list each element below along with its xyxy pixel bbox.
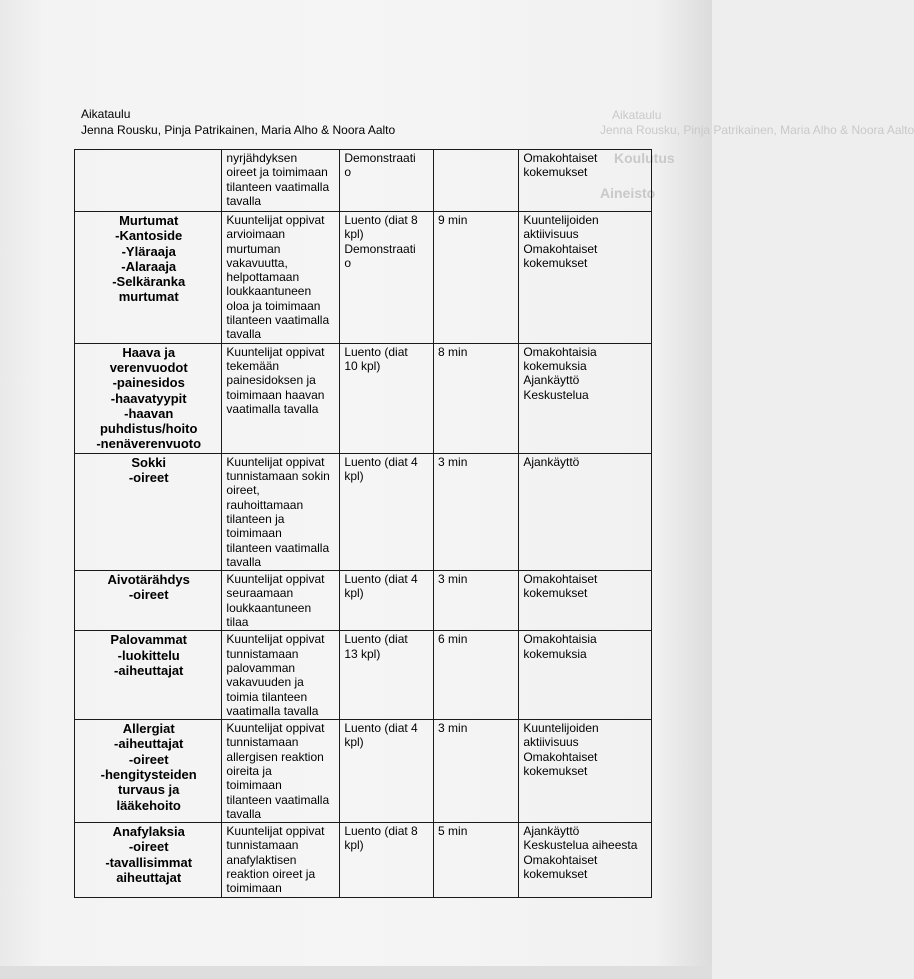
topic-cell-line: lääkehoito (116, 797, 181, 813)
goal-cell-line: Kuuntelijat oppivat (226, 213, 325, 227)
topic-cell (75, 631, 222, 720)
time-cell (434, 631, 519, 720)
topic-cell-line: aiheuttajat (116, 870, 182, 886)
method-cell-line: kpl) (344, 838, 364, 853)
topic-cell-line: -luokittelu (117, 647, 180, 663)
goal-cell (222, 150, 340, 212)
goal-cell-line: tilanteen vaatimalla (226, 792, 330, 807)
topic-cell-line: -Kantoside (115, 228, 183, 244)
goal-cell-line: nyrjähdyksen (226, 151, 298, 165)
topic-cell (75, 212, 222, 344)
evaluation-cell-line: kokemuksia (523, 646, 587, 661)
evaluation-cell (519, 571, 652, 631)
goal-cell-line: Kuuntelijat oppivat (226, 632, 325, 647)
time-cell-line: 9 min (438, 213, 468, 227)
goal-cell-line: palovamman (226, 660, 296, 675)
table-row (75, 212, 652, 344)
time-cell (434, 212, 519, 344)
topic-cell-line: -Yläraaja (121, 243, 176, 259)
goal-cell-line: toimimaan (226, 881, 282, 896)
schedule-table (74, 149, 652, 898)
goal-cell-line: seuraamaan (226, 586, 294, 601)
evaluation-cell-line: kokemukset (523, 255, 588, 270)
topic-cell (75, 571, 222, 631)
evaluation-cell-line: aktiivisuus (523, 227, 579, 242)
topic-cell-line: -oireet (128, 751, 169, 767)
goal-cell (222, 631, 340, 720)
topic-cell-line: -hengitysteiden (100, 766, 197, 782)
evaluation-cell-line: kokemukset (523, 867, 588, 882)
method-cell-line: o (344, 255, 352, 270)
table-row (75, 150, 652, 212)
goal-cell (222, 823, 340, 897)
goal-cell-line: vaatimalla tavalla (226, 401, 319, 416)
topic-cell-line: -Selkäranka (112, 274, 186, 290)
method-cell-line: Luento (diat 8 (344, 213, 418, 227)
evaluation-cell-line: Omakohtaiset (523, 241, 598, 256)
goal-cell-line: tilanteen ja (226, 511, 285, 526)
goal-cell-line: tavalla (226, 193, 262, 208)
topic-cell-line: Anafylaksia (112, 824, 185, 840)
evaluation-cell-line: Omakohtaisia (523, 632, 597, 647)
method-cell-line: Demonstraati (344, 151, 416, 165)
document-authors: Jenna Rousku, Pinja Patrikainen, Maria Alho & Noora Aalto (81, 123, 396, 137)
time-cell (434, 453, 519, 570)
bleed-through-text: Aikataulu (612, 108, 662, 122)
goal-cell-line: Kuuntelijat oppivat (226, 721, 325, 736)
goal-cell-line: Kuuntelijat oppivat (226, 344, 325, 359)
goal-cell (222, 212, 340, 344)
method-cell (340, 343, 434, 453)
method-cell (340, 453, 434, 570)
goal-cell-line: tunnistamaan sokin (226, 469, 330, 484)
topic-cell (75, 453, 222, 570)
evaluation-cell-line: kokemukset (523, 165, 588, 180)
topic-cell (75, 343, 222, 453)
goal-cell-line: oireet ja toimimaan (226, 165, 328, 180)
goal-cell-line: tilanteen vaatimalla (226, 313, 330, 328)
evaluation-cell-line: kokemuksia (523, 358, 587, 373)
topic-cell-line: Palovammat (110, 632, 187, 648)
time-cell (434, 571, 519, 631)
method-cell-line: kpl) (344, 735, 364, 750)
goal-cell-line: rauhoittamaan (226, 497, 304, 512)
time-cell (434, 343, 519, 453)
goal-cell-line: vakavuuden ja (226, 675, 304, 690)
topic-cell-line: -aiheuttajat (114, 736, 184, 752)
scan-bottom-edge (0, 966, 712, 979)
goal-cell-line: vaatimalla tavalla (226, 703, 319, 718)
goal-cell (222, 343, 340, 453)
goal-cell-line: tavalla (226, 554, 262, 569)
goal-cell-line: oireet, (226, 483, 260, 498)
method-cell-line: Luento (diat (344, 344, 408, 359)
goal-cell-line: toimimaan (226, 778, 282, 793)
goal-cell-line: arvioimaan (226, 227, 286, 242)
evaluation-cell-line: Keskustelua aiheesta (523, 838, 638, 853)
time-cell-line: 3 min (438, 572, 468, 587)
topic-cell-line: -haavatyypit (110, 390, 187, 406)
method-cell (340, 720, 434, 823)
method-cell (340, 823, 434, 897)
topic-cell-line: -painesidos (112, 375, 185, 391)
evaluation-cell-line: Omakohtaiset (523, 572, 598, 587)
evaluation-cell (519, 150, 652, 212)
method-cell (340, 571, 434, 631)
method-cell-line: kpl) (344, 586, 364, 601)
topic-cell-line: turvaus ja (117, 782, 180, 798)
topic-cell-line: verenvuodot (109, 359, 188, 375)
method-cell-line: Demonstraati (344, 241, 416, 256)
evaluation-cell-line: aktiivisuus (523, 735, 579, 750)
evaluation-cell-line: Omakohtaiset (523, 749, 598, 764)
evaluation-cell (519, 212, 652, 344)
evaluation-cell-line: Ajankäyttö (523, 373, 580, 388)
method-cell-line: 10 kpl) (344, 358, 381, 373)
time-cell-line: 5 min (438, 824, 468, 839)
goal-cell-line: tunnistamaan (226, 838, 299, 853)
goal-cell-line: Kuuntelijat oppivat (226, 824, 325, 839)
goal-cell-line: allergisen reaktion (226, 749, 324, 764)
goal-cell-line: tavalla (226, 806, 262, 821)
evaluation-cell (519, 453, 652, 570)
time-cell-line: 3 min (438, 721, 468, 736)
goal-cell-line: loukkaantuneen (226, 600, 312, 615)
evaluation-cell (519, 343, 652, 453)
method-cell-line: Luento (diat 8 (344, 824, 418, 839)
goal-cell-line: oireita ja (226, 763, 272, 778)
evaluation-cell-line: Omakohtaisia (523, 344, 597, 359)
goal-cell-line: toimimaan (226, 526, 282, 541)
goal-cell-line: loukkaantuneen (226, 284, 312, 299)
topic-cell-line: -oireet (128, 470, 169, 486)
goal-cell-line: vakavuutta, (226, 255, 288, 270)
evaluation-cell (519, 720, 652, 823)
table-row (75, 631, 652, 720)
goal-cell-line: oloa ja toimimaan (226, 298, 321, 313)
goal-cell-line: painesidoksen ja (226, 373, 316, 388)
goal-cell-line: tekemään (226, 358, 280, 373)
method-cell-line: Luento (diat 4 (344, 572, 418, 587)
method-cell (340, 631, 434, 720)
evaluation-cell-line: Kuuntelijoiden (523, 213, 599, 227)
method-cell-line: Luento (diat 4 (344, 721, 418, 736)
goal-cell-line: toimimaan haavan (226, 387, 325, 402)
goal-cell-line: Kuuntelijat oppivat (226, 454, 325, 469)
goal-cell-line: tunnistamaan (226, 646, 299, 661)
document-title: Aikataulu (81, 107, 131, 121)
goal-cell-line: helpottamaan (226, 270, 300, 285)
bleed-through-text: Koulutus (614, 150, 675, 166)
topic-cell (75, 823, 222, 897)
method-cell-line: Luento (diat 4 (344, 454, 418, 469)
evaluation-cell-line: kokemukset (523, 763, 588, 778)
topic-cell (75, 720, 222, 823)
method-cell-line: 13 kpl) (344, 646, 381, 661)
goal-cell-line: anafylaktisen (226, 852, 297, 867)
evaluation-cell-line: Omakohtaiset (523, 852, 598, 867)
evaluation-cell-line: kokemukset (523, 586, 588, 601)
goal-cell-line: tilanteen vaatimalla (226, 540, 330, 555)
bleed-through-text: Aineisto (600, 185, 656, 201)
method-cell-line: kpl) (344, 227, 364, 242)
topic-cell-line: -oireet (128, 587, 169, 603)
method-cell-line: Luento (diat (344, 632, 408, 647)
goal-cell-line: reaktion oireet ja (226, 867, 316, 882)
goal-cell-line: toimia tilanteen (226, 689, 308, 704)
time-cell-line: 6 min (438, 632, 468, 647)
schedule-table-body (75, 150, 652, 898)
time-cell-line: 8 min (438, 344, 468, 359)
goal-cell (222, 720, 340, 823)
evaluation-cell-line: Ajankäyttö (523, 824, 580, 839)
topic-cell-line: puhdistus/hoito (99, 421, 198, 437)
table-row (75, 453, 652, 570)
topic-cell (75, 150, 222, 212)
method-cell (340, 212, 434, 344)
topic-cell-line: Haava ja (122, 344, 176, 360)
bleed-through-text: Jenna Rousku, Pinja Patrikainen, Maria Alho & Noora Aalto (600, 123, 914, 137)
topic-cell-line: -tavallisimmat (105, 854, 193, 870)
evaluation-cell (519, 823, 652, 897)
table-row (75, 343, 652, 453)
topic-cell-line: -aiheuttajat (114, 662, 184, 678)
topic-cell-line: Murtumat (119, 213, 179, 228)
method-cell (340, 150, 434, 212)
topic-cell-line: -Alaraaja (121, 258, 177, 274)
topic-cell-line: -nenäverenvuoto (96, 436, 202, 452)
time-cell (434, 150, 519, 212)
goal-cell-line: murtuman (226, 241, 281, 256)
topic-cell-line: Allergiat (122, 721, 175, 737)
goal-cell-line: tunnistamaan (226, 735, 299, 750)
goal-cell-line: tilanteen vaatimalla (226, 179, 330, 194)
topic-cell-line: -haavan (124, 405, 174, 421)
goal-cell-line: tilaa (226, 615, 249, 630)
time-cell-line: 3 min (438, 454, 468, 469)
table-row (75, 720, 652, 823)
topic-cell-line: -oireet (128, 839, 169, 855)
goal-cell-line: tavalla (226, 327, 262, 342)
method-cell-line: kpl) (344, 469, 364, 484)
topic-cell-line: Sokki (131, 454, 167, 470)
goal-cell (222, 571, 340, 631)
table-row (75, 571, 652, 631)
time-cell (434, 823, 519, 897)
evaluation-cell-line: Ajankäyttö (523, 454, 580, 469)
topic-cell-line: Aivotärähdys (107, 572, 190, 588)
goal-cell-line: Kuuntelijat oppivat (226, 572, 325, 587)
document-header (81, 106, 395, 138)
method-cell-line: o (344, 165, 352, 180)
evaluation-cell (519, 631, 652, 720)
table-row (75, 823, 652, 897)
topic-cell-line: murtumat (118, 289, 179, 305)
evaluation-cell-line: Keskustelua (523, 387, 589, 402)
goal-cell (222, 453, 340, 570)
evaluation-cell-line: Kuuntelijoiden (523, 721, 599, 736)
evaluation-cell-line: Omakohtaiset (523, 151, 598, 165)
time-cell (434, 720, 519, 823)
